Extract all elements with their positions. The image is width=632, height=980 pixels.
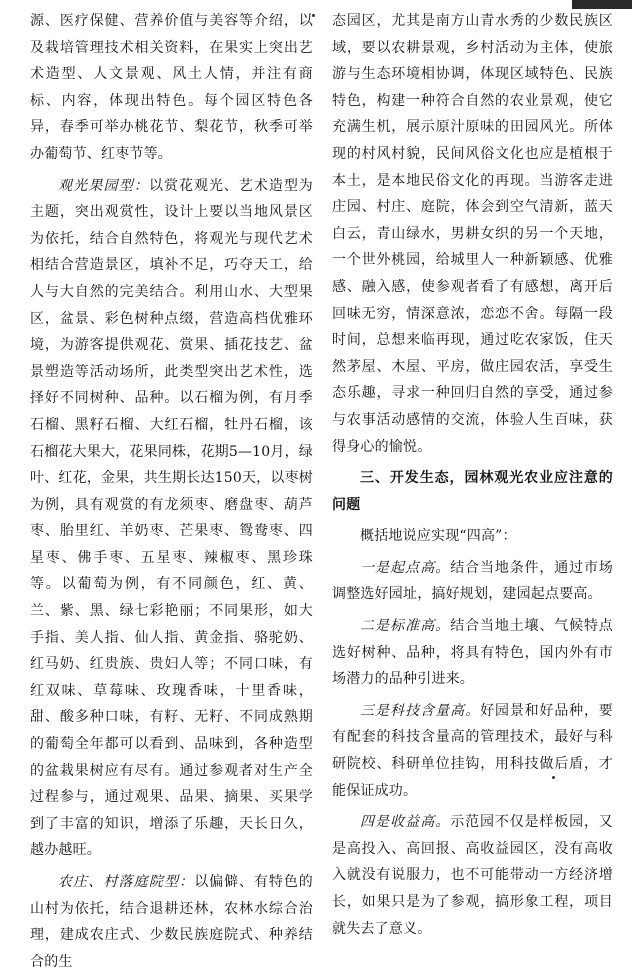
- left-column: [30, 8, 313, 980]
- paragraph-point-4: [332, 809, 613, 942]
- paragraph-lead-term: 观光果园型：: [58, 177, 150, 194]
- paragraph-summary: 概括地说应实现“四高”：: [360, 528, 517, 545]
- paragraph-body: 好园景和好品种，要有配套的科技含量高的管理技术，最好与科研院校、科研单位挂钩，用科技做后盾，才能保证成功。: [332, 702, 613, 799]
- paragraph-orchard-type: [30, 173, 313, 864]
- paragraph-village-type: [30, 869, 313, 975]
- paragraph-lead-term: 农庄、村落庭院型：: [58, 874, 195, 890]
- paragraph-lead-term: 一是起点高。: [360, 559, 451, 576]
- section-title: 三、开发生态，园林观光农业应注意的问题: [332, 470, 613, 513]
- paragraph-point-1: [332, 555, 613, 608]
- right-column: [332, 8, 613, 947]
- section-heading: [332, 465, 613, 518]
- paragraph-continued: 源、医疗保健、营养价值与美容等介绍，以及栽培管理技术相关资料，在果实上突出艺术造型、人文景观、风土人情，并注有商标、内容，体现出特色。每个园区特色各异，春季可举办桃花节、梨花节，秋季可举办葡萄节、红枣节等。: [30, 13, 313, 162]
- paragraph-body: 以偏僻、有特色的山村为依托，结合退耕还林，农林水综合治理，建成农庄式、少数民族庭院式、种养结合的生: [30, 874, 313, 970]
- paragraph-point-2: [332, 613, 613, 693]
- paragraph-body: 结合当地土壤、气候特点选好树种、品种，将具有特色，国内外有市场潜力的品种引进来。: [332, 618, 613, 688]
- paragraph-point-3: [332, 698, 613, 804]
- paragraph-lead-term: 三是科技含量高。: [360, 702, 481, 719]
- paragraph-body: 结合当地条件，通过市场调整选好园址，搞好规划，建园起点要高。: [332, 559, 613, 603]
- paragraph-body: 以赏花观光、艺术造型为主题，突出观赏性，设计上要以当地风景区为依托，结合自然特色，将观光与现代艺术相结合营造景区，填补不足，巧夺天工，给人与大自然的完美结合。利用山水、大型果区，盆景、彩色树种点缀，营造高档优雅环境，为游客提供观花、赏果、插花技艺、盆景塑造等活动场所，此类型突出艺术性，选择好不同树种、品种。以石榴为例，有月季石榴、黑籽石榴、大红石榴，牡丹石榴，该石榴花大果大，花果同株，花期5—10月，绿叶、红花，金果，共生期长达150天，以枣树为例，具有观赏的有龙须枣、磨盘枣、葫芦枣、胎里红、羊奶枣、芒果枣、鸳鸯枣、四星枣、佛手枣、五星枣、辣椒枣、黑珍珠等。以葡萄为例，有不同颜色，红、黄、兰、紫、黑、绿七彩艳丽；不同果形，如大手指、美人指、仙人指、黄金指、骆驼奶、红马奶、红贵族、贵妇人等；不同口味，有红双味、草莓味、玫瑰香味，十里香味，甜、酸多种口味，有籽、无籽、不同成熟期的葡萄全年都可以看到、品味到，各种造型的盆栽果树应有尽有。通过参观者对生产全过程参与，通过观果、品果、摘果、买果学到了丰富的知识，增添了乐趣，天长日久，越办越旺。: [30, 177, 313, 859]
- paragraph-lead-term: 二是标准高。: [360, 618, 451, 635]
- paragraph-lead-term: 四是收益高。: [360, 814, 451, 831]
- paragraph-continued: 态园区，尤其是南方山青水秀的少数民族区域，要以农耕景观，乡村活动为主体，使旅游与生态环境相协调，体现区域特色、民族特色，构建一种符合自然的农业景观，使它充满生机，展示原汁原味的田园风光。所体现的村风村貌，民间风俗文化也应是植根于本土，是本地民俗文化的再现。当游客走进庄园、村庄、庭院，体会到空气清新，蓝天白云，青山绿水，男耕女织的另一个天地，一个世外桃园，给城里人一种新颖感、优雅感、融入感，使参观者看了有感想，离开后回味无穷，情深意浓，恋恋不舍。每隔一段时间，总想来临再现，通过吃农家饭，住天然茅屋、木屋、平房，做庄园农活，享受生态乐趣，寻求一种回归自然的享受，通过参与农事活动感情的交流，体验人生百味，获得身心的愉悦。: [332, 13, 613, 455]
- paragraph-body: 示范园不仅是样板园，又是高投入、高回报、高收益园区，没有高收入就没有说服力，也不可能带动一方经济增长，如果只是为了参观，搞形象工程，项目就失去了意义。: [332, 814, 613, 937]
